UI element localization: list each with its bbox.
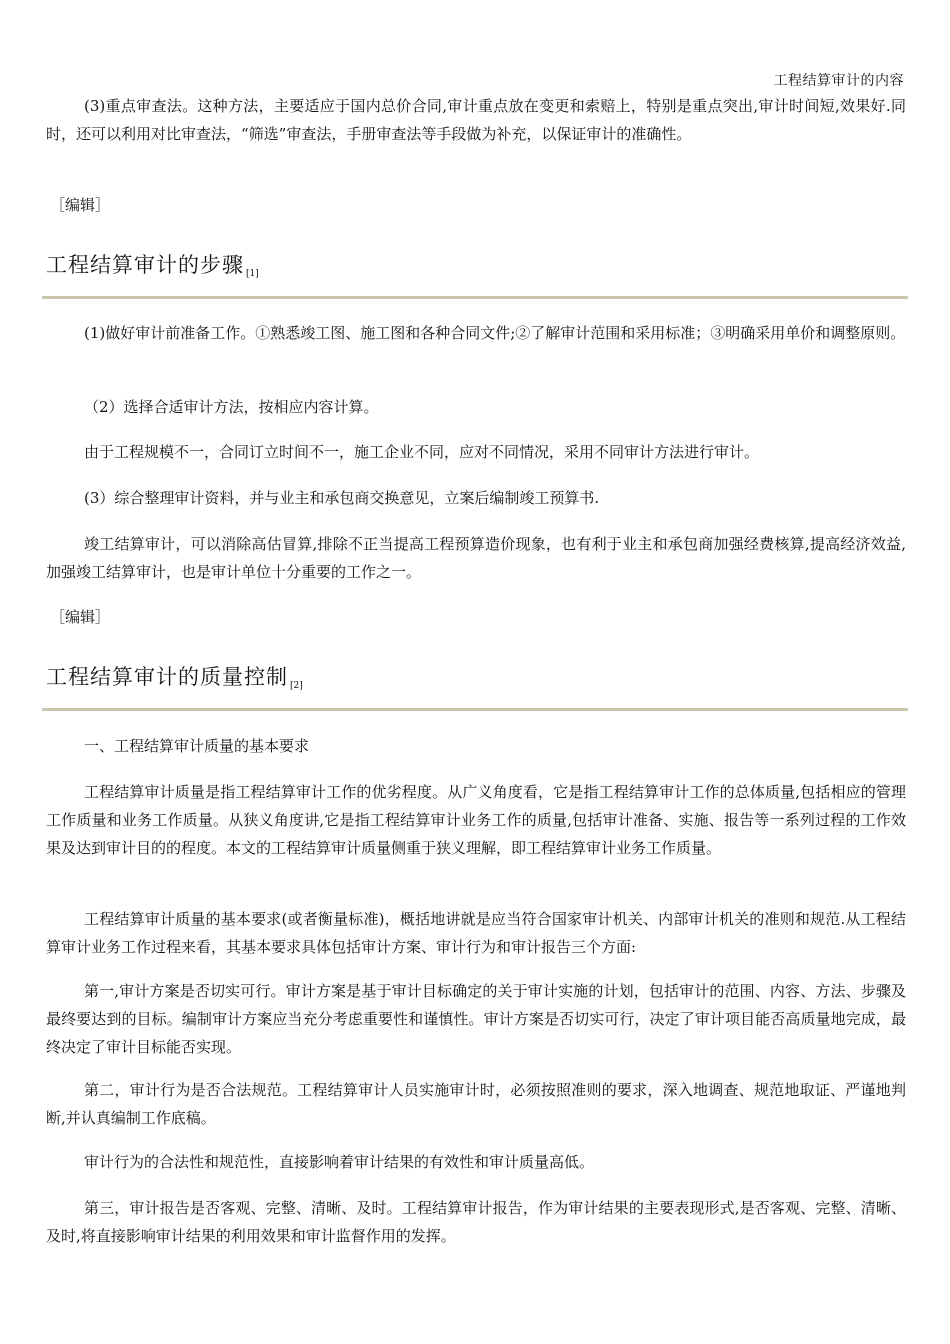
- paragraph-quality-definition: 工程结算审计质量是指工程结算审计工作的优劣程度。从广义角度看，它是指工程结算审计工作的总体质量,包括相应的管理工作质量和业务工作质量。从狭义角度讲,它是指工程结算审计业务工作的质量,包括审计准备、实施、报告等一系列过程的工作效果及达到审计目的的程度。本文的工程结算审计质量侧重于狭义理解，即工程结算审计业务工作质量。: [46, 783, 906, 857]
- paragraph-step-3: (3）综合整理审计资料，并与业主和承包商交换意见，立案后编制竣工预算书.: [84, 489, 600, 507]
- paragraph-quality-heading: 一、工程结算审计质量的基本要求: [84, 737, 310, 755]
- paragraph-quality-requirements: 工程结算审计质量的基本要求(或者衡量标准)，概括地讲就是应当符合国家审计机关、内部审计机关的准则和规范.从工程结算审计业务工作过程来看，其基本要求具体包括审计方案、审计行为和审计报告三个方面:: [46, 910, 906, 956]
- reference-link[interactable]: [1]: [246, 269, 259, 279]
- section-divider: [42, 708, 908, 711]
- section-title-steps: [46, 250, 259, 289]
- paragraph-intro-p3: (3)重点审查法。这种方法，主要适应于国内总价合同,审计重点放在变更和索赔上，特别是重点突出,审计时间短,效果好.同时，还可以利用对比审查法，“筛选”审查法，手册审查法等手段做为补充，以保证审计的准确性。: [46, 97, 906, 143]
- paragraph-quality-second-note: 审计行为的合法性和规范性，直接影响着审计结果的有效性和审计质量高低。: [84, 1153, 595, 1171]
- paragraph-step-2: （2）选择合适审计方法，按相应内容计算。: [84, 398, 379, 416]
- edit-link-quality[interactable]: ［编辑］: [50, 608, 111, 626]
- section-title-text: 工程结算审计的质量控制: [46, 665, 288, 689]
- paragraph-step-1: (1)做好审计前准备工作。①熟悉竣工图、施工图和各种合同文件;②了解审计范围和采用标准；③明确采用单价和调整原则。: [84, 324, 906, 342]
- paragraph-steps-summary: 竣工结算审计，可以消除高估冒算,排除不正当提高工程预算造价现象，也有利于业主和承包商加强经费核算,提高经济效益,加强竣工结算审计，也是审计单位十分重要的工作之一。: [46, 535, 906, 581]
- reference-link[interactable]: [2]: [290, 681, 303, 691]
- paragraph-step-2-note: 由于工程规模不一，合同订立时间不一，施工企业不同，应对不同情况，采用不同审计方法进行审计。: [84, 443, 760, 461]
- paragraph-quality-second: 第二，审计行为是否合法规范。工程结算审计人员实施审计时，必须按照准则的要求，深入地调查、规范地取证、严谨地判断,并认真编制工作底稿。: [46, 1081, 906, 1127]
- paragraph-quality-first: 第一,审计方案是否切实可行。审计方案是基于审计目标确定的关于审计实施的计划，包括审计的范围、内容、方法、步骤及最终要达到的目标。编制审计方案应当充分考虑重要性和谨慎性。审计方案是否切实可行，决定了审计项目能否高质量地完成，最终决定了审计目标能否实现。: [46, 982, 906, 1056]
- section-title-text: 工程结算审计的步骤: [46, 253, 244, 277]
- running-header: 工程结算审计的内容: [773, 73, 904, 89]
- section-divider: [42, 296, 908, 299]
- edit-link-steps[interactable]: ［编辑］: [50, 196, 111, 214]
- paragraph-quality-third: 第三，审计报告是否客观、完整、清晰、及时。工程结算审计报告，作为审计结果的主要表现形式,是否客观、完整、清晰、及时,将直接影响审计结果的利用效果和审计监督作用的发挥。: [46, 1199, 906, 1245]
- section-title-quality: [46, 662, 303, 701]
